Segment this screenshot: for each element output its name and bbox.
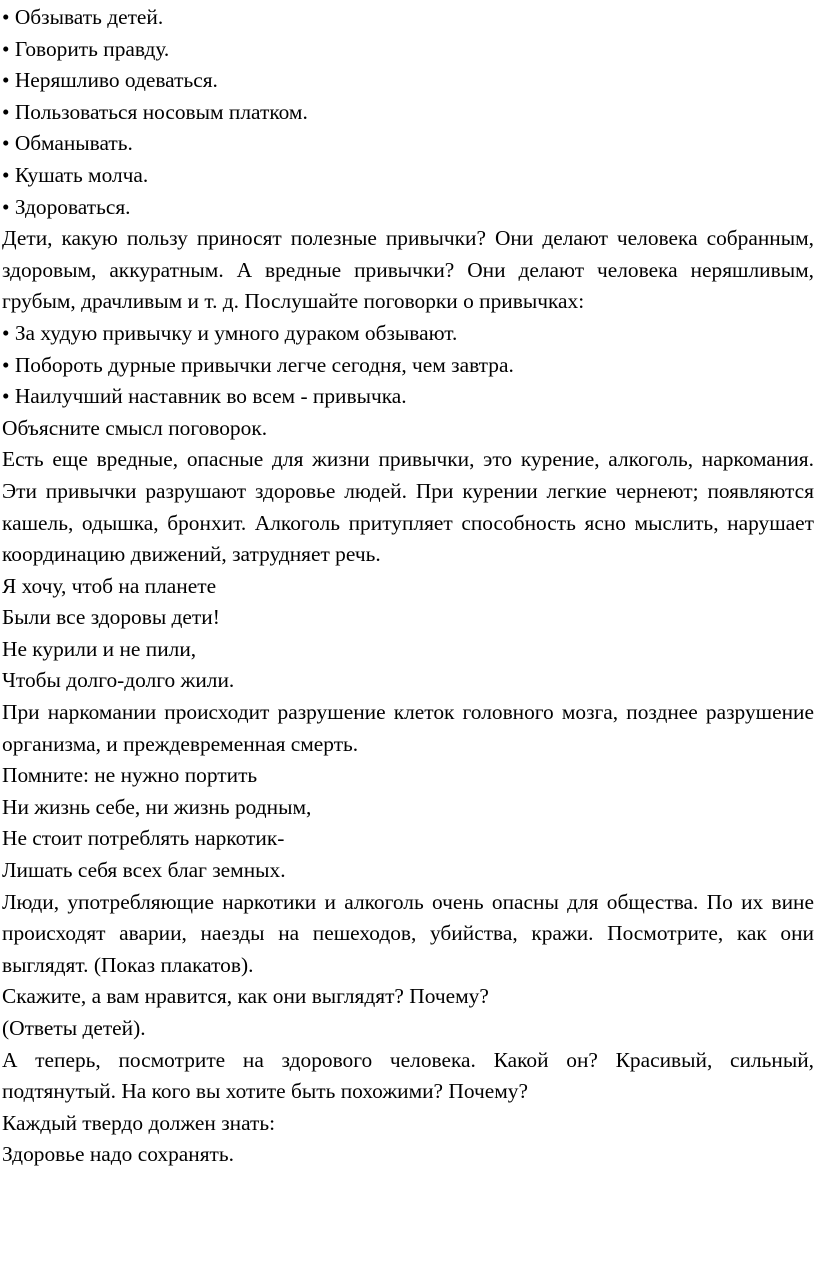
- poem-line: Я хочу, чтоб на планете: [2, 573, 217, 598]
- bullet-item: • Говорить правду.: [2, 36, 170, 61]
- bullet-item: • Пользоваться носовым платком.: [2, 99, 308, 124]
- proverb-item: • Побороть дурные привычки легче сегодня, чем завтра.: [2, 352, 514, 377]
- bullet-item: • Неряшливо одеваться.: [2, 68, 218, 93]
- poem-line: Не курили и не пили,: [2, 636, 197, 661]
- text-line: Скажите, а вам нравится, как они выглядят? Почему?: [2, 984, 489, 1009]
- proverb-item: • За худую привычку и умного дураком обзывают.: [2, 320, 458, 345]
- poem-line: Помните: не нужно портить: [2, 763, 258, 788]
- bullet-item: • Кушать молча.: [2, 162, 149, 187]
- text-line: Объясните смысл поговорок.: [2, 415, 268, 440]
- poem-line: Здоровье надо сохранять.: [2, 1142, 234, 1167]
- bullet-item: • Обманывать.: [2, 131, 133, 156]
- poem-line: Не стоит потреблять наркотик-: [2, 826, 285, 851]
- paragraph: При наркомании происходит разрушение клеток головного мозга, позднее разрушение организма, и преждевременная смерть.: [2, 700, 814, 756]
- poem-line: Чтобы долго-долго жили.: [2, 668, 235, 693]
- poem-line: Были все здоровы дети!: [2, 605, 220, 630]
- paragraph: Дети, какую пользу приносят полезные привычки? Они делают человека собранным, здоровым, аккуратным. А вредные привычки? Они делают человека неряшливым, грубым, драчливым и т. д. Послушайте поговорки о привычках:: [2, 226, 814, 314]
- poem-line: Лишать себя всех благ земных.: [2, 858, 286, 883]
- paragraph: Люди, употребляющие наркотики и алкоголь очень опасны для общества. По их вине происходят аварии, наезды на пешеходов, убийства, кражи. Посмотрите, как они выглядят. (Показ плакатов).: [2, 889, 814, 977]
- text-line: (Ответы детей).: [2, 1016, 146, 1040]
- poem-line: Ни жизнь себе, ни жизнь родным,: [2, 794, 312, 819]
- bullet-item: • Обзывать детей.: [2, 5, 164, 29]
- paragraph: А теперь, посмотрите на здорового человека. Какой он? Красивый, сильный, подтянутый. На кого вы хотите быть похожими? Почему?: [2, 1047, 814, 1104]
- bullet-item: • Здороваться.: [2, 194, 131, 219]
- proverb-item: • Наилучший наставник во всем - привычка.: [2, 384, 407, 409]
- poem-line: Каждый твердо должен знать:: [2, 1110, 276, 1135]
- paragraph: Есть еще вредные, опасные для жизни привычки, это курение, алкоголь, наркомания. Эти привычки разрушают здоровье людей. При курении легкие чернеют; появляются кашель, одышка, бронхит. Алкоголь притупляет способность ясно мыслить, нарушает координацию движений, затрудняет речь.: [2, 447, 814, 567]
